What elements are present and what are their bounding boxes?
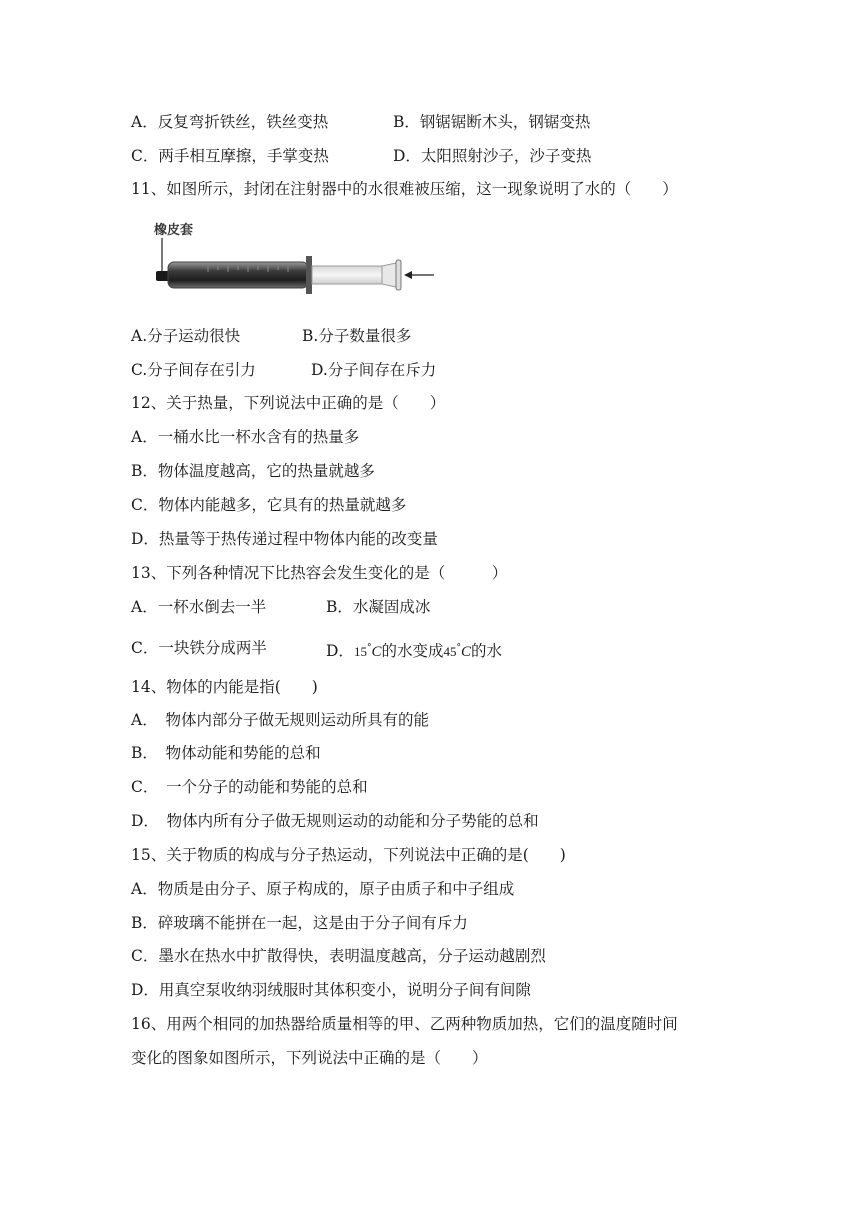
q15-option-a: A．物质是由分子、原子构成的，原子由质子和中子组成 <box>131 880 515 898</box>
q14-option-a: A． 物体内部分子做无规则运动所具有的能 <box>131 711 429 729</box>
q13-d-suffix: 的水 <box>470 642 502 660</box>
celsius-unit-1: C <box>371 644 382 660</box>
q11-stem: 11、如图所示，封闭在注射器中的水很难被压缩，这一现象说明了水的（ ） <box>131 180 678 198</box>
q13-d-mid: 的水变成 <box>381 642 444 660</box>
q12-option-b: B．物体温度越高，它的热量就越多 <box>131 462 375 480</box>
q10-option-c: C．两手相互摩擦，手掌变热 <box>131 147 329 165</box>
rubber-cap-label: 橡皮套 <box>154 223 194 238</box>
q16-stem-line-2: 变化的图象如图所示，下列说法中正确的是（ ） <box>131 1049 488 1067</box>
q12-option-a: A．一桶水比一杯水含有的热量多 <box>131 428 360 446</box>
q16-stem-line-1: 16、用两个相同的加热器给质量相等的甲、乙两种物质加热，它们的温度随时间 <box>131 1015 678 1033</box>
q15-option-d: D．用真空泵收纳羽绒服时其体积变小，说明分子间有间隙 <box>131 981 531 999</box>
degree-sign-2: ° <box>456 643 461 653</box>
celsius-unit-2: C <box>460 644 471 660</box>
q10-option-a: A．反复弯折铁丝，铁丝变热 <box>131 113 329 131</box>
q10-option-d: D．太阳照射沙子，沙子变热 <box>393 147 592 165</box>
q15-option-c: C．墨水在热水中扩散得快，表明温度越高，分子运动越剧烈 <box>131 947 546 965</box>
q15-option-b: B．碎玻璃不能拼在一起，这是由于分子间有斥力 <box>131 914 468 932</box>
q11-option-c: C.分子间存在引力 <box>131 361 256 379</box>
q14-stem: 14、物体的内能是指( ) <box>131 678 318 696</box>
q14-option-b: B． 物体动能和势能的总和 <box>131 744 321 762</box>
q13-option-b: B．水凝固成冰 <box>326 598 431 616</box>
q12-option-c: C．物体内能越多，它具有的热量就越多 <box>131 496 407 514</box>
degree-sign-1: ° <box>366 643 372 653</box>
q11-option-a: A.分子运动很快 <box>131 327 241 345</box>
q11-option-d: D.分子间存在斥力 <box>311 361 437 379</box>
q15-stem: 15、关于物质的构成与分子热运动，下列说法中正确的是( ) <box>131 846 566 864</box>
q12-option-d: D．热量等于热传递过程中物体内能的改变量 <box>131 530 438 548</box>
q14-option-c: C． 一个分子的动能和势能的总和 <box>131 778 368 796</box>
q13-stem: 13、下列各种情况下比热容会发生变化的是（ ） <box>131 564 508 582</box>
q11-option-b: B.分子数量很多 <box>302 327 412 345</box>
q12-stem: 12、关于热量，下列说法中正确的是（ ） <box>131 394 446 412</box>
q13-option-d <box>326 638 502 662</box>
q13-option-a: A．一杯水倒去一半 <box>131 598 267 616</box>
q14-option-d: D． 物体内所有分子做无规则运动的动能和分子势能的总和 <box>131 812 539 830</box>
q13-option-c: C．一块铁分成两半 <box>131 639 267 657</box>
q13-d-prefix: D． <box>326 642 354 660</box>
q13-temp-2: 45 <box>443 644 457 659</box>
q10-option-b: B．钢锯锯断木头，钢锯变热 <box>393 113 591 131</box>
q13-temp-1: 15 <box>353 644 367 659</box>
syringe-figure <box>148 216 448 296</box>
